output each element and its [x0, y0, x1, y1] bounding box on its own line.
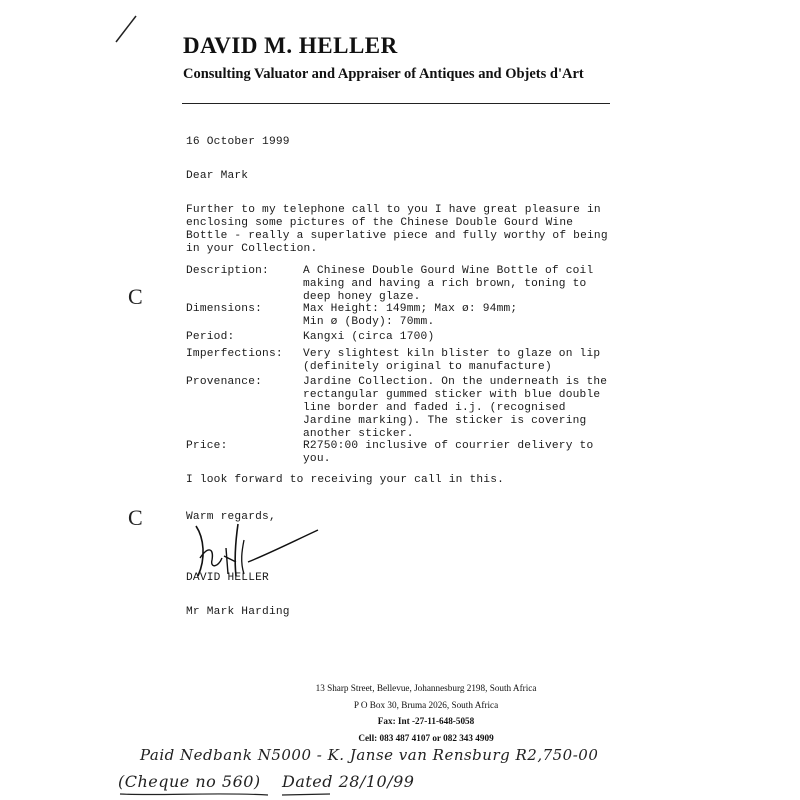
price-line: R2750:00 inclusive of courrier delivery to	[303, 440, 594, 452]
dimensions-label: Dimensions:	[186, 303, 263, 315]
dimensions-value	[303, 303, 633, 329]
period-value	[303, 331, 633, 344]
footer-fax: Fax: Int -27-11-648-5058	[377, 716, 475, 726]
provenance-line: another sticker.	[303, 428, 414, 440]
punch-hole-mark: C	[128, 284, 143, 309]
intro-line: enclosing some pictures of the Chinese Double Gourd Wine	[186, 217, 574, 229]
recipient: Mr Mark Harding	[186, 606, 290, 618]
imperfections-line: (definitely original to manufacture)	[303, 361, 552, 373]
provenance-label: Provenance:	[186, 376, 263, 388]
description-line: deep honey glaze.	[303, 291, 421, 303]
description-value	[303, 265, 633, 304]
letterhead-name: DAVID M. HELLER	[183, 33, 398, 58]
intro-line: Further to my telephone call to you I have great pleasure in	[186, 204, 601, 216]
price-label: Price:	[186, 440, 228, 452]
letter-date: 16 October 1999	[186, 136, 290, 148]
period-label: Period:	[186, 331, 235, 343]
footer-po-box: P O Box 30, Bruma 2026, South Africa	[353, 700, 499, 710]
handwritten-underlines	[118, 790, 378, 800]
intro-line: in your Collection.	[186, 243, 318, 255]
closing-line: I look forward to receiving your call in this.	[186, 474, 505, 486]
corner-tick-mark	[112, 12, 152, 52]
intro-line: Bottle - really a superlative piece and fully worthy of being	[186, 230, 608, 242]
footer-address: 13 Sharp Street, Bellevue, Johannesburg 2198, South Africa	[315, 683, 537, 693]
handwritten-payment-note: Paid Nedbank N5000 - K. Janse van Rensburg R2,750-00	[140, 746, 599, 764]
dimensions-line: Min ø (Body): 70mm.	[303, 316, 435, 328]
description-label: Description:	[186, 265, 269, 277]
imperfections-label: Imperfections:	[186, 348, 283, 360]
salutation: Dear Mark	[186, 170, 249, 182]
letterhead-subtitle: Consulting Valuator and Appraiser of Antiques and Objets d'Art	[183, 66, 584, 82]
intro-paragraph	[186, 204, 608, 256]
price-line: you.	[303, 453, 331, 465]
letterhead-rule	[182, 103, 610, 104]
provenance-line: Jardine Collection. On the underneath is the	[303, 376, 608, 388]
provenance-value	[303, 376, 633, 441]
handwritten-cheque-number: (Cheque no 560)	[118, 772, 261, 791]
provenance-line: rectangular gummed sticker with blue double	[303, 389, 601, 401]
price-value	[303, 440, 633, 466]
signature-name: DAVID HELLER	[186, 572, 269, 584]
description-line: making and having a rich brown, toning to	[303, 278, 587, 290]
imperfections-line: Very slightest kiln blister to glaze on lip	[303, 348, 601, 360]
punch-hole-mark: C	[128, 505, 143, 530]
imperfections-value	[303, 348, 633, 374]
dimensions-line: Max Height: 149mm; Max ø: 94mm;	[303, 303, 518, 315]
footer-cell: Cell: 083 487 4107 or 082 343 4909	[358, 733, 494, 743]
provenance-line: Jardine marking). The sticker is covering	[303, 415, 587, 427]
regards: Warm regards,	[186, 511, 276, 523]
period-line: Kangxi (circa 1700)	[303, 331, 435, 343]
handwritten-date: Dated 28/10/99	[282, 772, 415, 791]
provenance-line: line border and faded i.j. (recognised	[303, 402, 566, 414]
description-line: A Chinese Double Gourd Wine Bottle of coil	[303, 265, 594, 277]
